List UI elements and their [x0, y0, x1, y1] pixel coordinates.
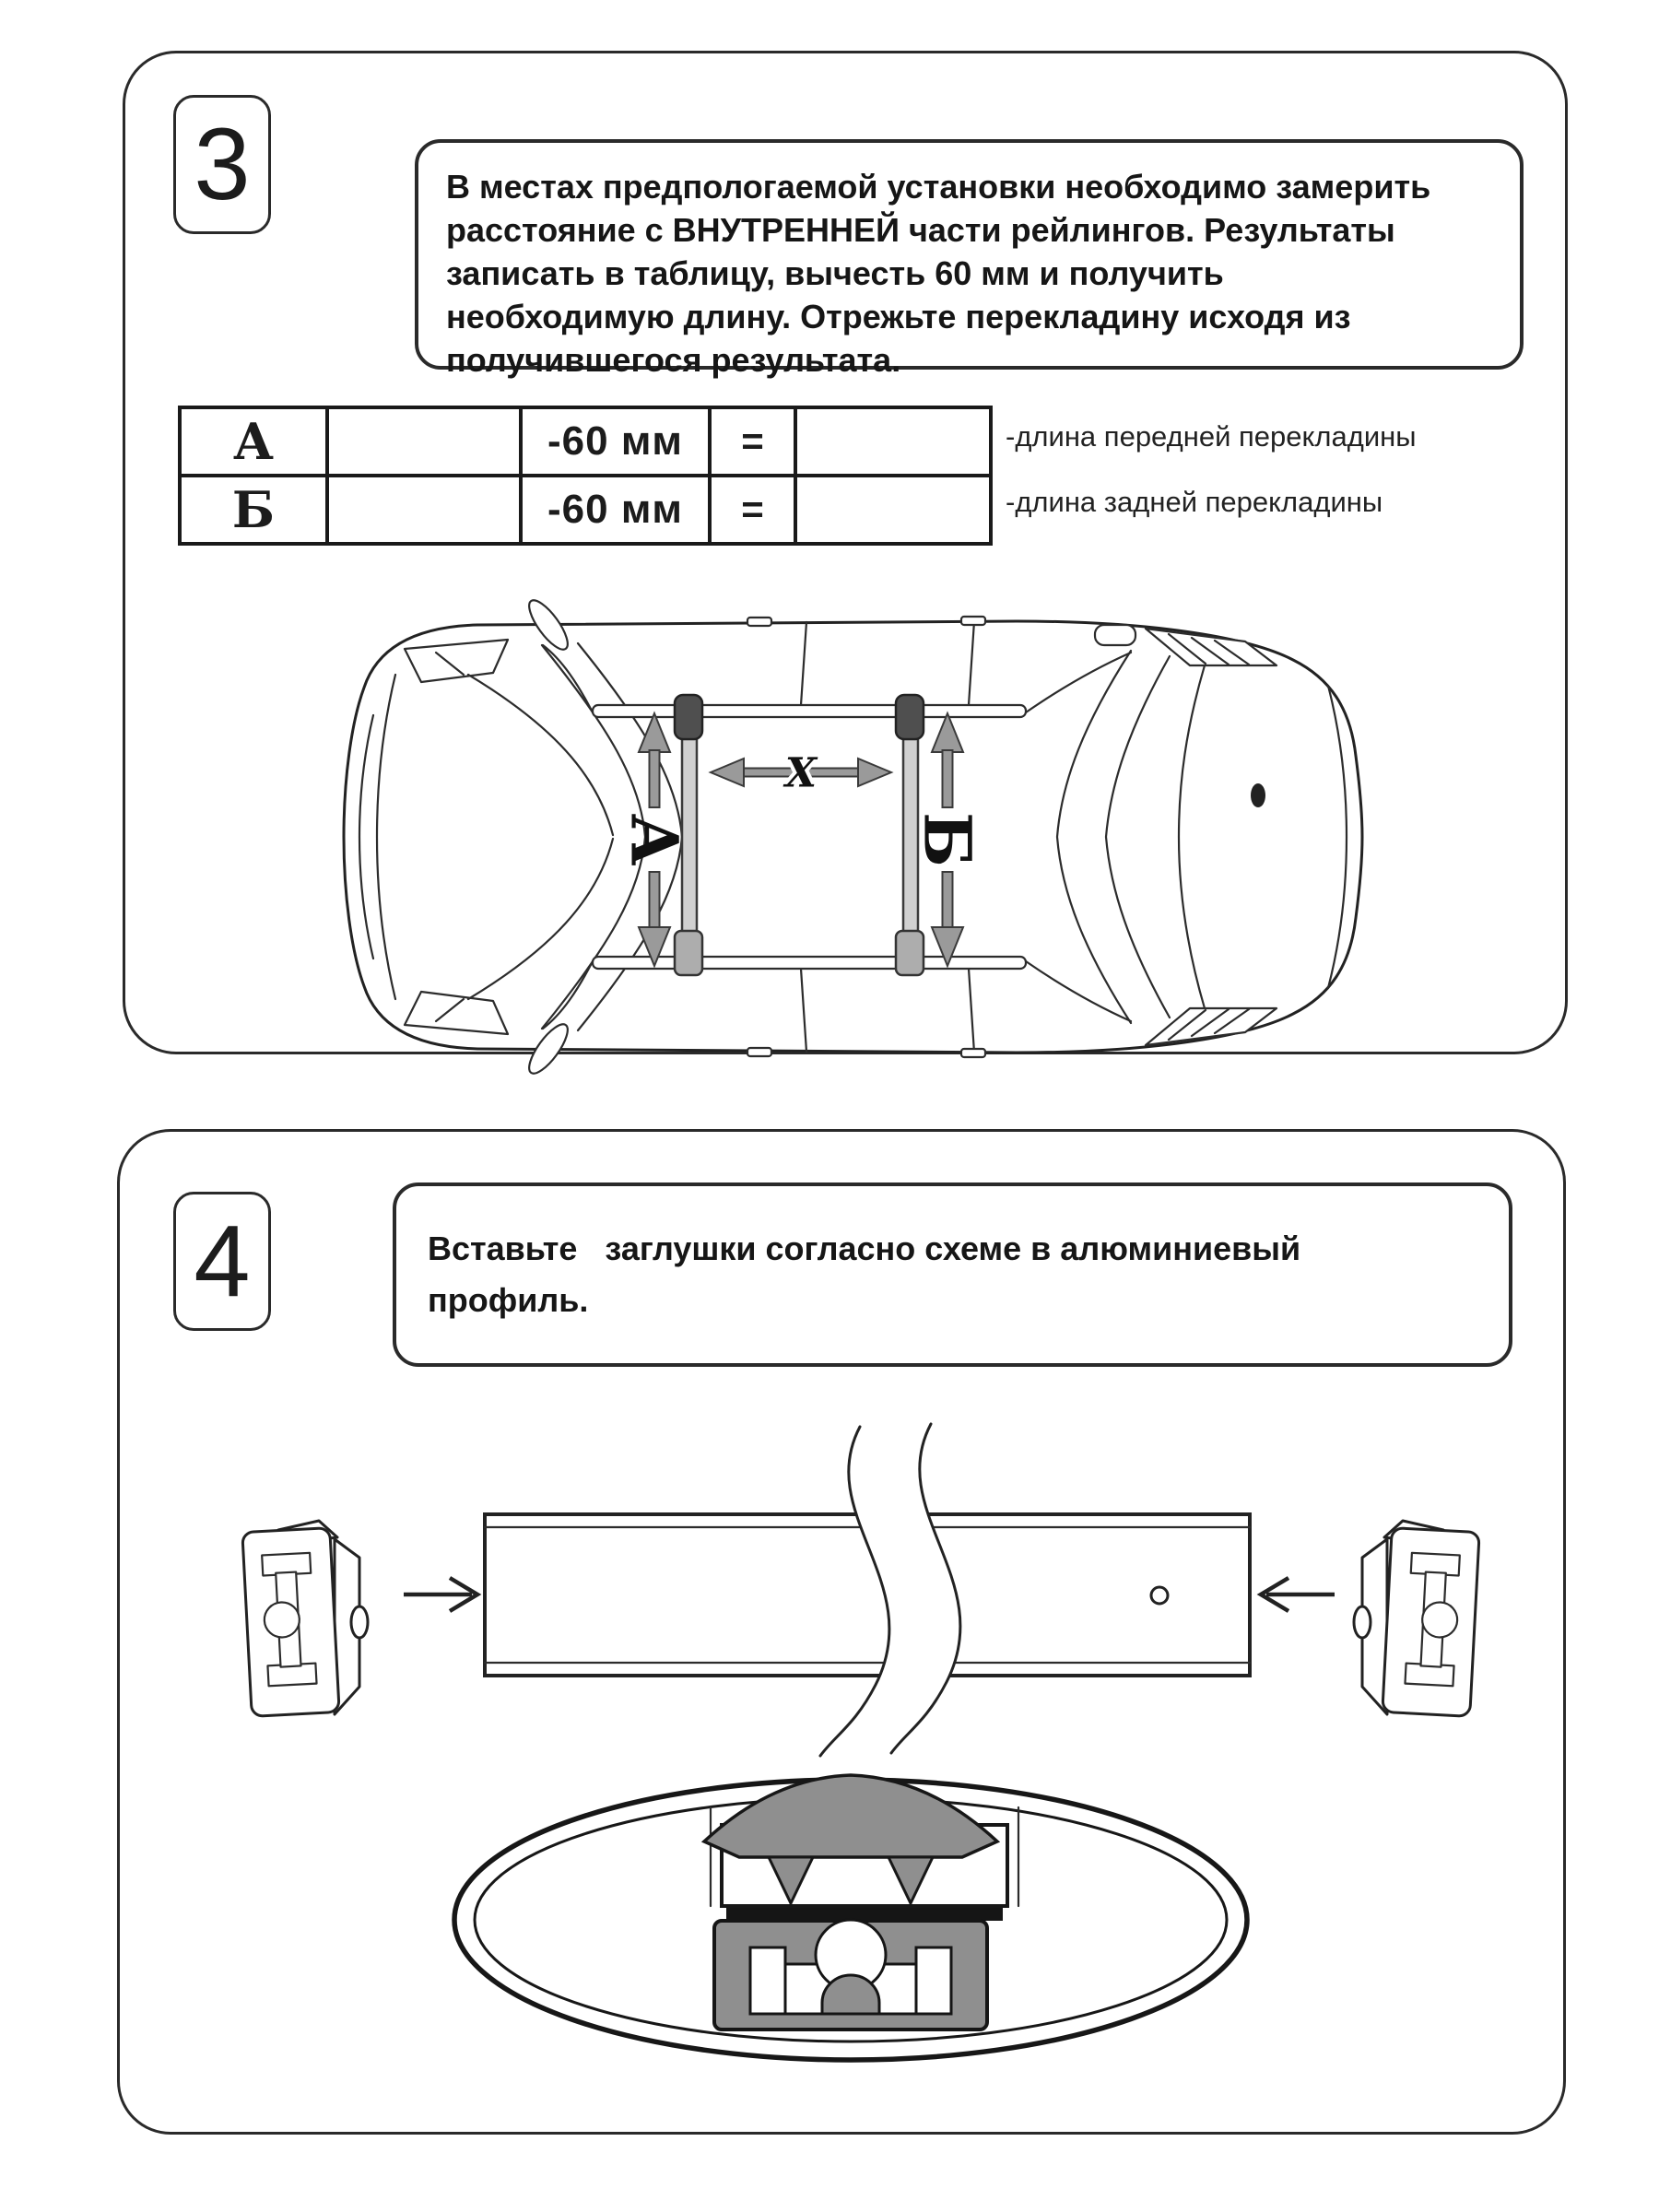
- instruction-line: Вставьте заглушки согласно схеме в алюминиевый: [428, 1230, 1301, 1267]
- front-bar-letter: А: [616, 813, 693, 866]
- row-letter: А: [180, 407, 327, 476]
- instruction-line: записать в таблицу, вычесть 60 мм и получить: [446, 254, 1224, 292]
- step4-instruction-box: [393, 1182, 1512, 1367]
- step4-number: 4: [194, 1205, 251, 1318]
- profile-assembly-diagram: [127, 1413, 1547, 2123]
- instruction-line: В местах предпологаемой установки необходимо замерить: [446, 168, 1431, 206]
- aluminium-profile-bar: [485, 1424, 1250, 1756]
- instruction-line: получившегося результата.: [446, 341, 901, 379]
- equals-cell: =: [710, 476, 795, 544]
- table-row-b: [180, 476, 991, 544]
- equals-cell: =: [710, 407, 795, 476]
- step3-instruction-box: [415, 139, 1524, 379]
- end-plug-left-icon: [242, 1521, 368, 1716]
- step4-number-badge: [173, 1192, 271, 1331]
- rear-bar-letter: Б: [909, 812, 986, 867]
- instruction-line: профиль.: [428, 1281, 589, 1319]
- result-cell: [795, 476, 991, 544]
- measurement-table: [178, 406, 993, 546]
- insert-arrow-left-icon: [404, 1578, 477, 1611]
- rear-bar-length-label: -длина задней перекладины: [1006, 486, 1383, 518]
- result-cell: [795, 407, 991, 476]
- profile-hole: [1151, 1587, 1168, 1604]
- car-top-view-diagram: [316, 597, 1385, 1077]
- car-body-outline: [344, 621, 1362, 1053]
- channel-divider: [726, 1908, 1003, 1921]
- end-plug-right-icon: [1354, 1521, 1479, 1716]
- step4-panel: [117, 1129, 1566, 2135]
- step3-panel: [123, 51, 1568, 1054]
- table-row-a: [180, 407, 991, 476]
- row-letter: Б: [180, 476, 327, 544]
- instruction-line: расстояние с ВНУТРЕННЕЙ части рейлингов. Результаты: [446, 211, 1395, 249]
- profile-cross-section: [454, 1775, 1247, 2060]
- front-bar-length-label: -длина передней перекладины: [1006, 420, 1417, 453]
- roof-rail-top: [593, 705, 1026, 717]
- step3-number: 3: [194, 108, 251, 221]
- measured-value-cell: [327, 476, 521, 544]
- minus-60-cell: -60 мм: [521, 407, 710, 476]
- fuel-cap-dot: [1251, 783, 1265, 807]
- minus-60-cell: -60 мм: [521, 476, 710, 544]
- instruction-line: необходимую длину. Отрежьте перекладину исходя из: [446, 298, 1351, 335]
- distance-letter-x: X: [784, 749, 818, 797]
- measured-value-cell: [327, 407, 521, 476]
- insert-arrow-right-icon: [1261, 1578, 1335, 1611]
- roof-antenna: [1095, 625, 1135, 645]
- step3-number-badge: [173, 95, 271, 234]
